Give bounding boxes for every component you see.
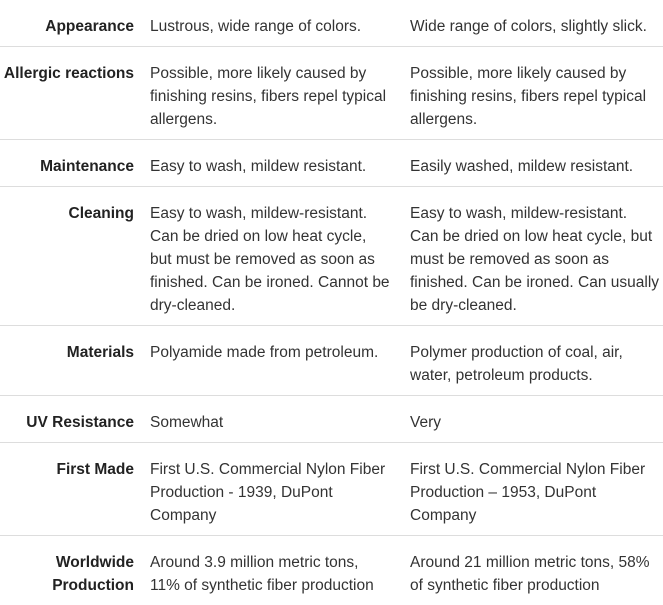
value-column-b: Wide range of colors, slightly slick. bbox=[402, 0, 663, 47]
row-label: Cleaning bbox=[0, 187, 142, 326]
value-column-a: Lustrous, wide range of colors. bbox=[142, 0, 402, 47]
table-row-uv-resistance bbox=[0, 396, 663, 443]
value-column-a: Somewhat bbox=[142, 396, 402, 443]
table-row-cleaning bbox=[0, 187, 663, 326]
value-column-b: Around 21 million metric tons, 58% of synthetic fiber production bbox=[402, 536, 663, 605]
table-row-first-made bbox=[0, 443, 663, 536]
value-column-b: Easy to wash, mildew-resistant. Can be dried on low heat cycle, but must be removed as soon as finished. Can be ironed. Can usually be dry-cleaned. bbox=[402, 187, 663, 326]
row-label: Worldwide Production bbox=[0, 536, 142, 605]
value-column-a: Easy to wash, mildew-resistant. Can be dried on low heat cycle, but must be removed as soon as finished. Can be ironed. Cannot be dry-cleaned. bbox=[142, 187, 402, 326]
table-row-appearance bbox=[0, 0, 663, 47]
value-column-a: First U.S. Commercial Nylon Fiber Production - 1939, DuPont Company bbox=[142, 443, 402, 536]
value-column-a: Easy to wash, mildew resistant. bbox=[142, 140, 402, 187]
row-label: Appearance bbox=[0, 0, 142, 47]
row-label: UV Resistance bbox=[0, 396, 142, 443]
table-row-worldwide-production bbox=[0, 536, 663, 605]
row-label: Allergic reactions bbox=[0, 47, 142, 140]
table-row-materials bbox=[0, 326, 663, 396]
row-label: Maintenance bbox=[0, 140, 142, 187]
table-row-maintenance bbox=[0, 140, 663, 187]
value-column-a: Polyamide made from petroleum. bbox=[142, 326, 402, 396]
value-column-b: Polymer production of coal, air, water, petroleum products. bbox=[402, 326, 663, 396]
row-label: Materials bbox=[0, 326, 142, 396]
value-column-b: Very bbox=[402, 396, 663, 443]
value-column-a: Possible, more likely caused by finishing resins, fibers repel typical allergens. bbox=[142, 47, 402, 140]
value-column-b: Easily washed, mildew resistant. bbox=[402, 140, 663, 187]
value-column-a: Around 3.9 million metric tons, 11% of synthetic fiber production bbox=[142, 536, 402, 605]
value-column-b: First U.S. Commercial Nylon Fiber Production – 1953, DuPont Company bbox=[402, 443, 663, 536]
value-column-b: Possible, more likely caused by finishing resins, fibers repel typical allergens. bbox=[402, 47, 663, 140]
row-label: First Made bbox=[0, 443, 142, 536]
table-row-allergic-reactions bbox=[0, 47, 663, 140]
